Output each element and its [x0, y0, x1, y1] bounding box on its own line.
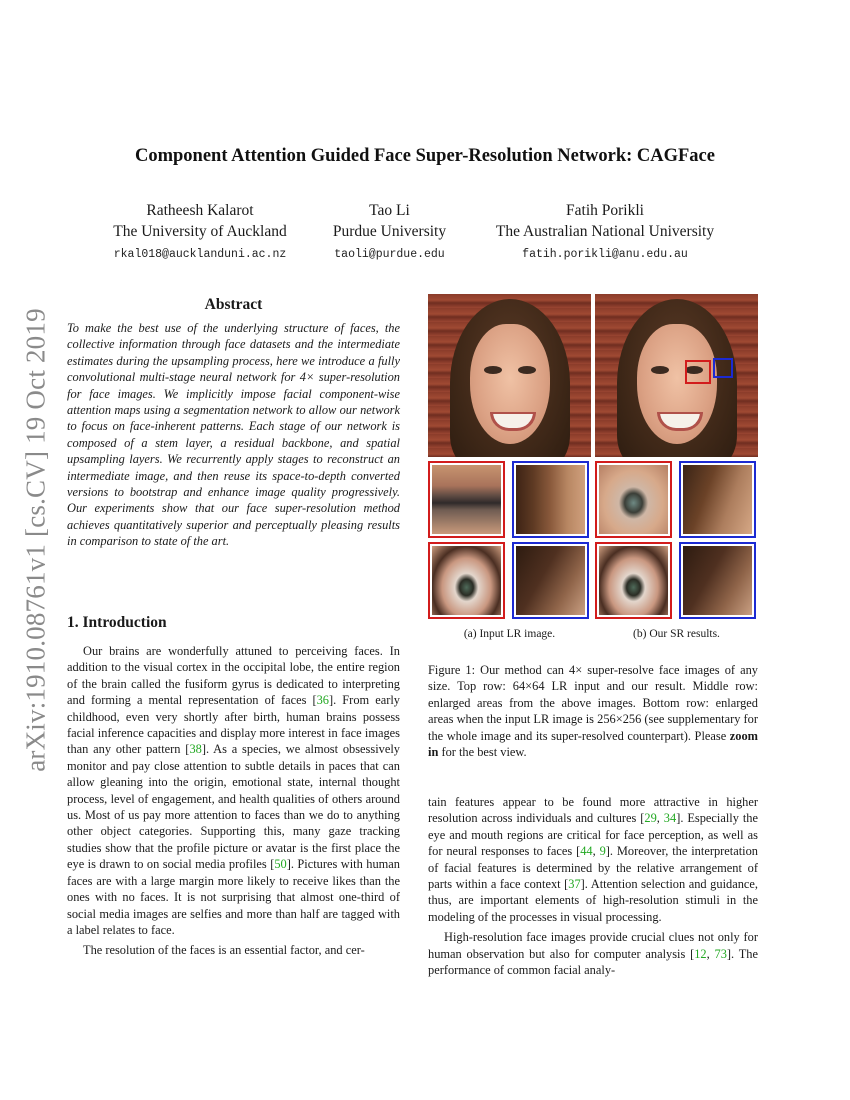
lr-eye-crop	[428, 461, 505, 538]
right-column-body	[428, 794, 758, 982]
caption-bold: zoom in	[428, 728, 758, 760]
citation-link[interactable]: 50	[274, 857, 287, 872]
citation-link[interactable]: 36	[316, 693, 329, 708]
figure-caption	[428, 662, 758, 760]
caption-text-end: for the best view.	[438, 745, 527, 760]
citation-link[interactable]: 29	[644, 811, 657, 826]
subcaption-input: (a) Input LR image.	[463, 628, 556, 640]
citation-link[interactable]: 44	[580, 844, 593, 859]
citation-link[interactable]: 38	[189, 742, 202, 757]
abstract-text: To make the best use of the underlying structure of faces, the collective information through face datasets and the intermediate estimates during the upsampling process, here we introduce a fully convolutional multi-stage neural network for 4× super-resolution for face images. We implicitly impose facial component-wise attention maps using a segmentation network to allow our network to focus on face-inherent patterns. Each stage of our network is composed of a stem layer, a residual backbone, and spatial upsampling layers. We recurrently apply stages to reconstruct an intermediate image, and then reuse its space-to-depth converted versions to bootstrap and enhance image quality progressively. Our experiments show that our face super-resolution method achieves quantitatively superior and perceptually pleasing results in comparison to state of the art.	[67, 321, 400, 549]
author-email: taoli@purdue.edu	[334, 248, 445, 261]
text-run: ]. From early childhood, even very shortly after birth, human brains possess facial inference capacities and display more interest in face images than any other pattern [	[67, 693, 400, 757]
sr-eye-crop	[595, 461, 672, 538]
lr-256-hair-crop	[512, 542, 589, 619]
citation-link[interactable]: 73	[714, 946, 727, 961]
sr-256-eye-crop	[595, 542, 672, 619]
author-block	[480, 200, 730, 265]
red-highlight-box	[685, 360, 711, 384]
citation-link[interactable]: 9	[599, 844, 606, 859]
text-run: High-resolution face images provide crucial clues not only for human observation but also for computer analysis [	[428, 930, 758, 961]
author-block	[322, 200, 457, 265]
text-run: tain features appear to be found more attractive in higher resolution across individuals and cultures [	[428, 795, 758, 826]
author-name: Fatih Porikli	[566, 202, 644, 219]
sr-face-image	[595, 294, 758, 457]
text-run: ,	[706, 946, 715, 961]
paragraph	[67, 643, 400, 938]
section-heading-introduction: 1. Introduction	[67, 614, 167, 631]
author-email: fatih.porikli@anu.edu.au	[522, 248, 688, 261]
sr-256-hair-crop	[679, 542, 756, 619]
author-affiliation: The Australian National University	[495, 223, 715, 240]
citation-link[interactable]: 37	[568, 877, 581, 892]
paper-title: Component Attention Guided Face Super-Resolution Network: CAGFace	[135, 146, 715, 166]
author-affiliation: The University of Auckland	[113, 223, 287, 240]
citation-link[interactable]: 12	[694, 946, 707, 961]
arxiv-identifier-text: arXiv:1910.08761v1 [cs.CV] 19 Oct 2019	[20, 308, 51, 772]
arxiv-identifier-stamp	[14, 295, 58, 785]
blue-highlight-box	[713, 358, 733, 378]
introduction-body	[67, 643, 400, 963]
lr-256-eye-crop	[428, 542, 505, 619]
author-name: Tao Li	[369, 202, 410, 219]
text-run: ]. Attention selection and guidance, thus, are important elements of high-resolution stimuli in the modeling of the processes in visual processing.	[428, 877, 759, 924]
text-run: ,	[656, 811, 664, 826]
author-affiliation: Purdue University	[332, 223, 447, 240]
text-run: ,	[592, 844, 600, 859]
caption-text: Figure 1: Our method can 4× super-resolve face images of any size. Top row: 64×64 LR input and our result. Middle row: enlarged areas from the above images. Bottom row: enlarged areas when the input LR image is 256×256 (see supplementary for the whole image and its super-resolved counterpart). Please	[428, 663, 758, 743]
author-email: rkal018@aucklanduni.ac.nz	[113, 248, 287, 261]
text-run: ]. Especially the eye and mouth regions are critical for face perception, as well as for neural responses to faces [	[428, 811, 758, 859]
abstract-heading: Abstract	[204, 296, 263, 313]
author-block	[95, 200, 305, 265]
paragraph	[428, 794, 758, 925]
sr-hair-crop	[679, 461, 756, 538]
subcaption-output: (b) Our SR results.	[633, 628, 720, 640]
figure-1	[428, 294, 758, 624]
text-run: ]. The performance of common facial analy-	[428, 946, 758, 978]
text-run: ]. Moreover, the interpretation of facial features is determined by the relative arrangement of parts within a face context [	[428, 844, 758, 892]
author-name: Ratheesh Kalarot	[146, 202, 254, 219]
paragraph: The resolution of the faces is an essential factor, and cer-	[83, 943, 365, 958]
text-run: ]. Pictures with human faces are with a large margin more likely to receive likes than the ones with no faces. It is not surprising that almost one-third of social media images are selfies and more than half are tagged with a label relates to face.	[67, 857, 401, 937]
lr-hair-crop	[512, 461, 589, 538]
lr-face-image	[428, 294, 591, 457]
text-run: Our brains are wonderfully attuned to perceiving faces. In addition to the visual cortex in the occipital lobe, the entire region of the brain called the fusiform gyrus is dedicated to interpreting and forming a mental representation of faces [	[67, 644, 400, 708]
citation-link[interactable]: 34	[663, 811, 677, 826]
text-run: ]. As a species, we almost obsessively monitor and pay close attention to subtle details in paces that can allow gleaning into the origin, emotional state, internal thought process, level of engagement, and health qualities of others around us. Most of us pay more attention to faces than we do to anything other object categories. Supporting this, many gaze tracking studies show that the profile picture or avatar is the first place the eye is drawn to on social media profiles [	[67, 742, 400, 872]
paragraph	[428, 929, 758, 978]
